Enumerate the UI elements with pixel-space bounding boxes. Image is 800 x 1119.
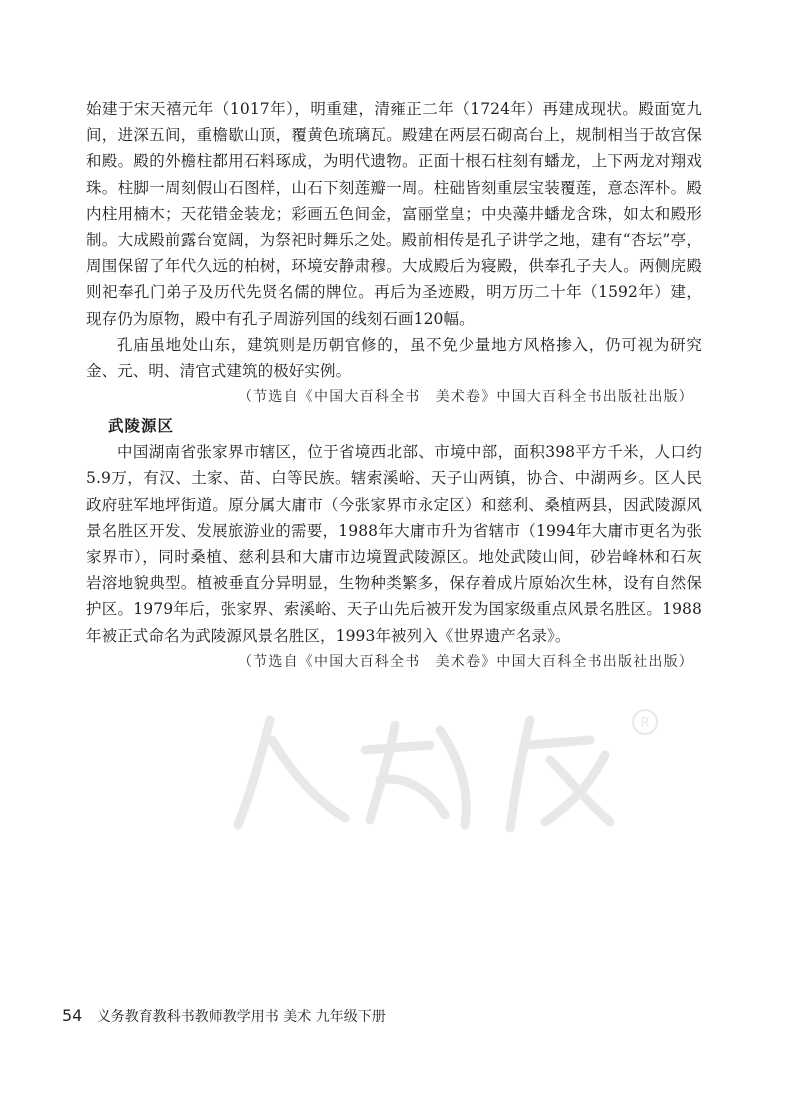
wulingyuan-paragraph: 中国湖南省张家界市辖区，位于省境西北部、市境中部，面积398平方千米，人口约5.9万，有汉、土家、苗、白等民族。辖索溪峪、天子山两镇，协合、中湖两乡。区人民政府驻军地坪街道。原分属大庸市（今张家界市永定区）和慈利、桑植两县，因武陵源风景名胜区开发、发展旅游业的需要，1988年大庸市升为省辖市（1994年大庸市更名为张家界市），同时桑植、慈利县和大庸市边境置武陵源区。地处武陵山间，砂岩峰林和石灰岩溶地貌典型。植被垂直分异明显，生物种类繁多，保存着成片原始次生林，设有自然保护区。1979年后，张家界、索溪峪、天子山先后被开发为国家级重点风景名胜区。1988年被正式命名为武陵源风景名胜区，1993年被列入《世界遗产名录》。 xyxy=(86,443,702,645)
svg-text:R: R xyxy=(640,716,650,731)
main-content xyxy=(86,96,702,675)
confucius-temple-conclusion: 孔庙虽地处山东，建筑则是历朝官修的，虽不免少量地方风格掺入，仍可视为研究金、元、明、清官式建筑的极好实例。 xyxy=(86,335,702,381)
page-footer xyxy=(62,1006,386,1026)
page-number: 54 xyxy=(62,1006,83,1025)
source-citation-2: （节选自《中国大百科全书 美术卷》中国大百科全书出版社出版） xyxy=(238,653,694,670)
section-heading-wulingyuan: 武陵源区 xyxy=(108,416,175,436)
publisher-watermark-logo xyxy=(230,700,670,840)
book-title: 义务教育教科书教师教学用书 美术 九年级下册 xyxy=(96,1009,386,1025)
source-citation-1: （节选自《中国大百科全书 美术卷》中国大百科全书出版社出版） xyxy=(238,389,694,406)
confucius-temple-paragraph: 始建于宋天禧元年（1017年），明重建，清雍正二年（1724年）再建成现状。殿面宽九间，进深五间，重檐歇山顶，覆黄色琉璃瓦。殿建在两层石砌高台上，规制相当于故宫保和殿。殿的外檐柱都用石料琢成，为明代遗物。正面十根石柱刻有蟠龙，上下两龙对翔戏珠。柱脚一周刻假山石图样，山石下刻莲瓣一周。柱础皆刻重层宝装覆莲，意态浑朴。殿内柱用楠木；天花错金装龙；彩画五色间金，富丽堂皇；中央藻井蟠龙含珠，如太和殿形制。大成殿前露台宽阔，为祭祀时舞乐之处。殿前相传是孔子讲学之地，建有“杏坛”亭，周围保留了年代久远的柏树，环境安静肃穆。大成殿后为寝殿，供奉孔子夫人。两侧庑殿则祀奉孔门弟子及历代先贤名儒的牌位。再后为圣迹殿，明万历二十年（1592年）建，现存仍为原物，殿中有孔子周游列国的线刻石画120幅。 xyxy=(86,100,702,328)
